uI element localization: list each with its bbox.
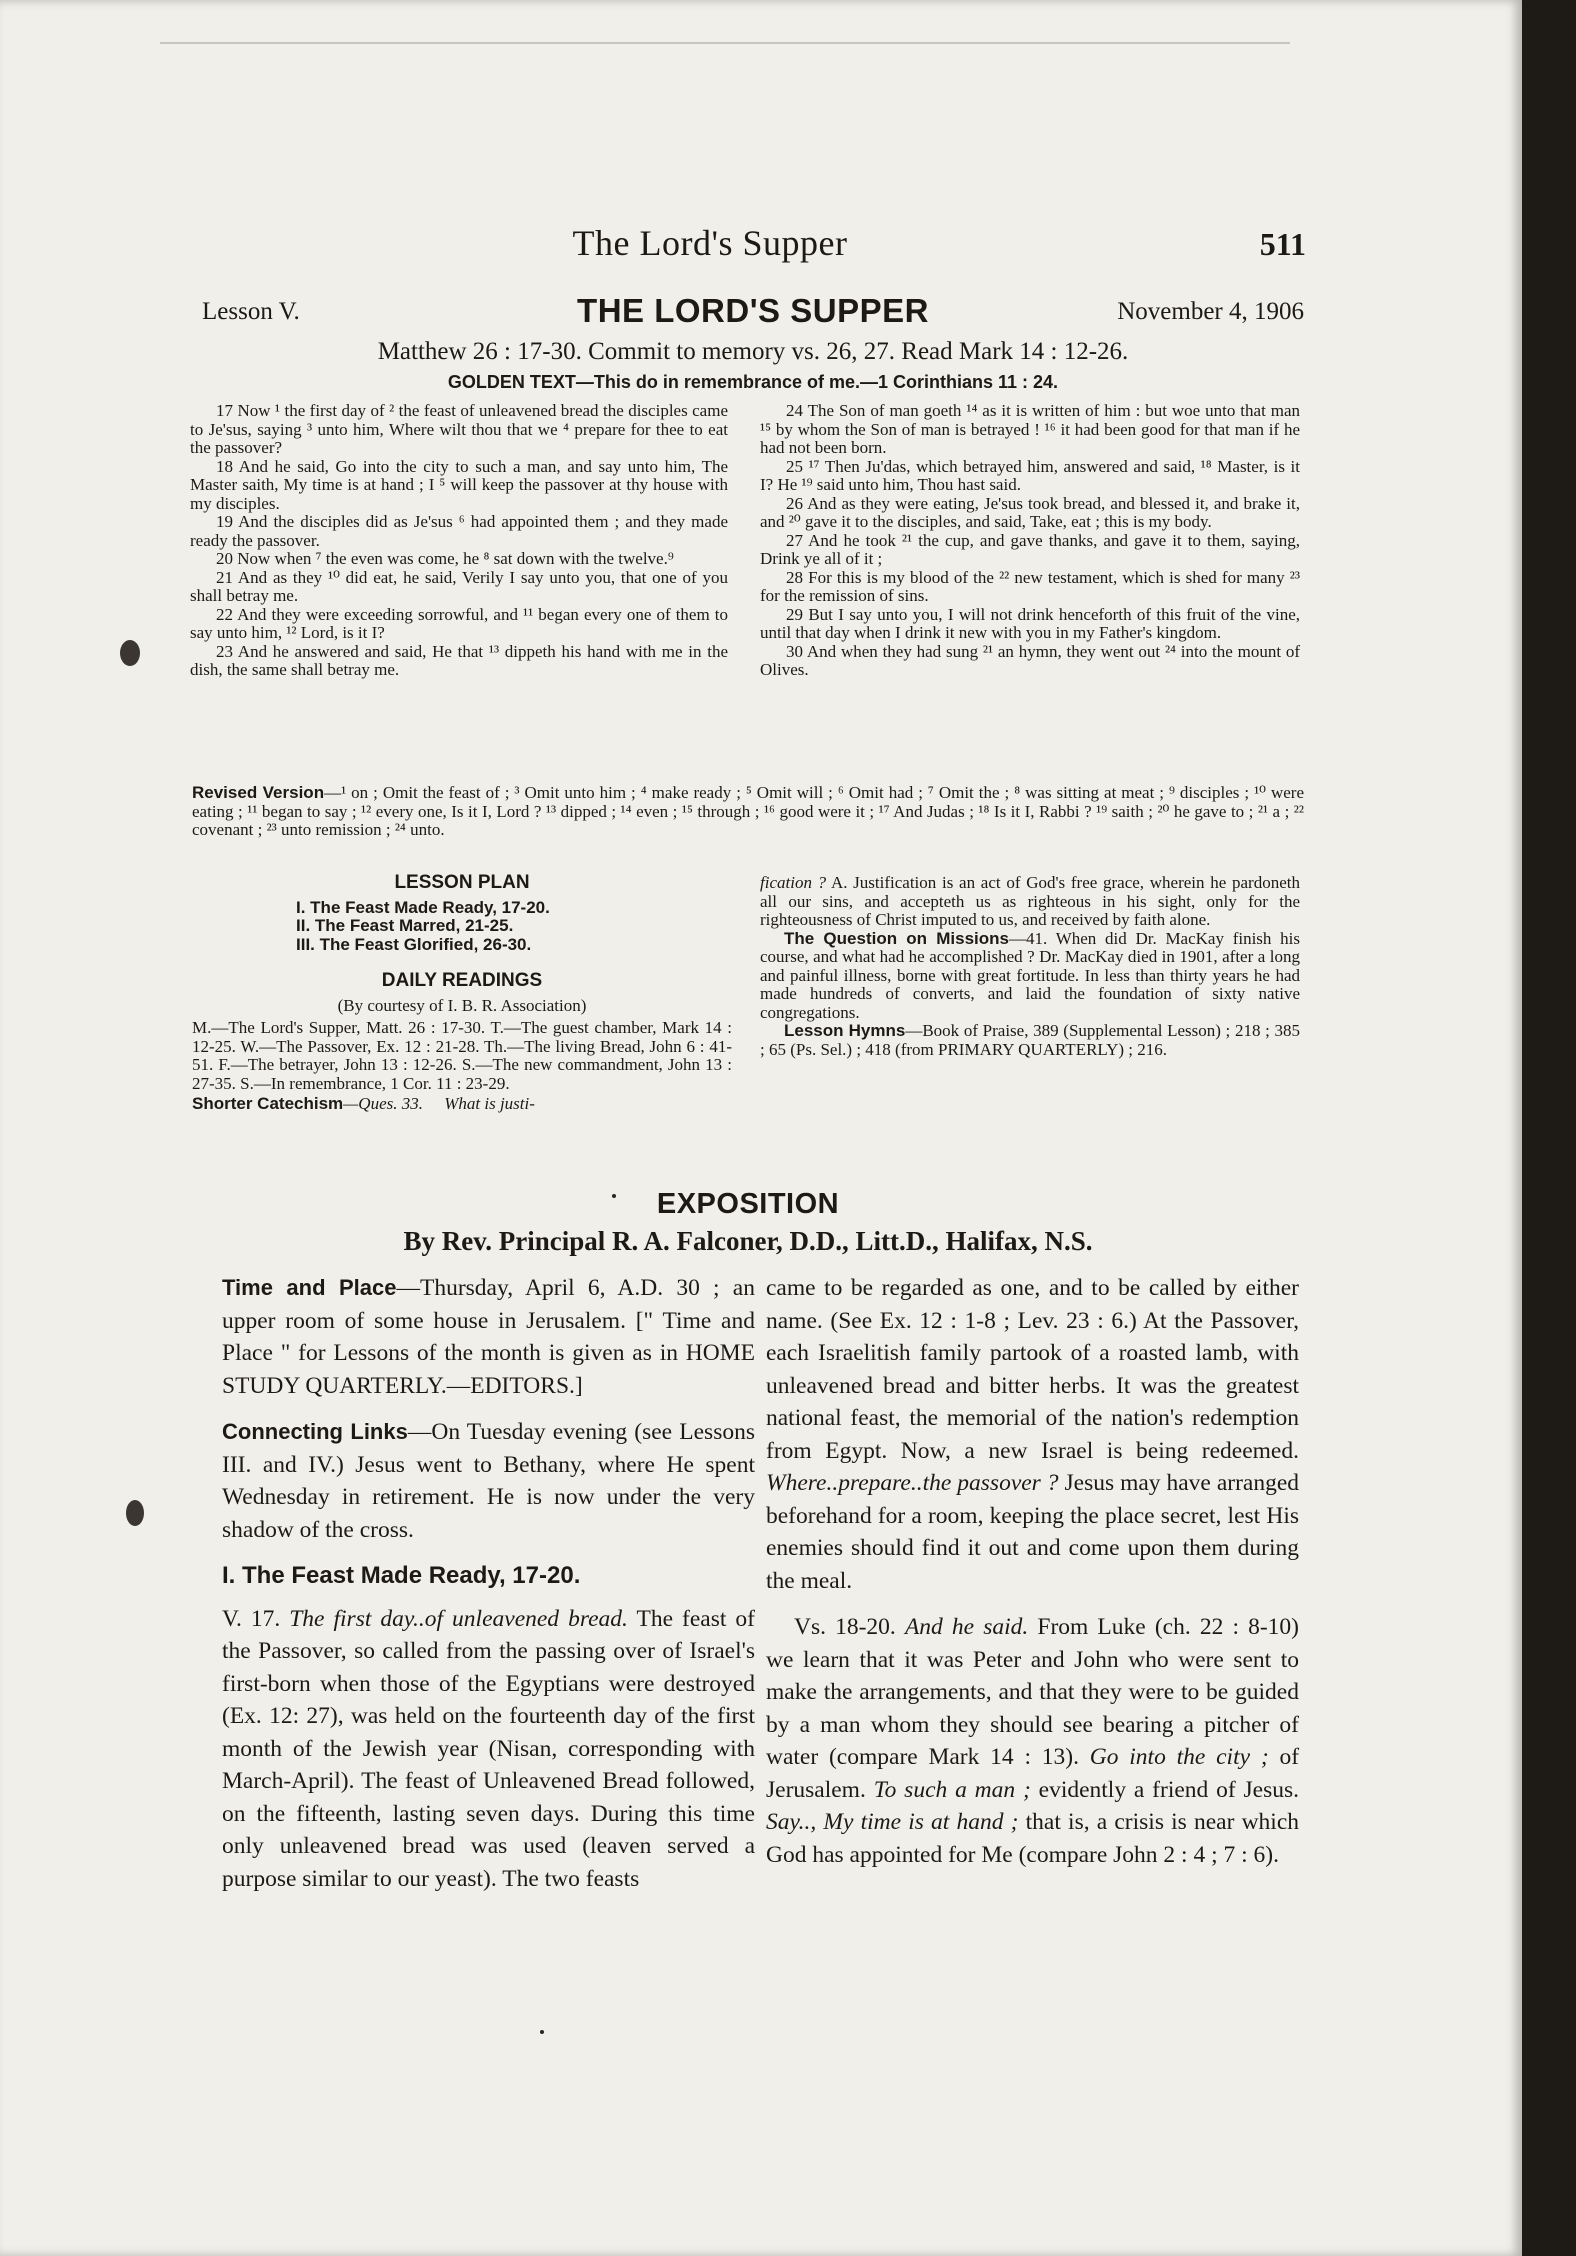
catechism-label: Shorter Catechism — [192, 1094, 344, 1113]
running-title: The Lord's Supper — [572, 223, 848, 263]
exposition-heading: EXPOSITION — [656, 1188, 840, 1220]
lesson-plan-item: I. The Feast Made Ready, 17-20. — [296, 897, 550, 917]
verse: 21 And as they ¹⁰ did eat, he said, Verily I say unto you, that one of you shall betray me. — [190, 567, 728, 605]
revised-version-notes — [192, 784, 1304, 840]
verse: 25 ¹⁷ Then Ju'das, which betrayed him, answered and said, ¹⁸ Master, is it I? He ¹⁹ said unto him, Thou hast said. — [760, 456, 1300, 494]
catechism-ques: —Ques. 33. — [343, 1094, 423, 1113]
verses-18-20-comment — [766, 1611, 1299, 1871]
lesson-hymns — [760, 1022, 1300, 1059]
page-number: 511 — [1259, 226, 1306, 262]
lesson-title: THE LORD'S SUPPER — [577, 292, 929, 329]
lesson-plan-item: III. The Feast Glorified, 26-30. — [296, 934, 532, 954]
verse: 27 And he took ²¹ the cup, and gave thanks, and gave it to them, saying, Drink ye all of it ; — [760, 530, 1300, 568]
catechism-answer — [760, 874, 1300, 930]
verse-17-comment — [222, 1603, 755, 1896]
right-p1: came to be regarded as one, and to be called by either name. (See Ex. 12 : 1-8 ; Lev. 23 : 6.) At the Passover, each Israelitish family partook of a roasted lamb, with unleavened bread and bitter herbs. It was the greatest national feast, the memorial of the nation's redemption from Egypt. Now, a new Israel is being redeemed. — [766, 1275, 1299, 1464]
time-text: —Thursday, April 6, A.D. 30 ; an upper room of some house in Jerusalem. [" Time and Place " for Lessons of the month is given as in HOME STUDY QUARTERLY.—EDITORS.] — [222, 1275, 755, 1399]
vs18-italic: And he said. — [904, 1614, 1029, 1640]
top-rule — [160, 42, 1290, 44]
vs18-italic4: Say.., My time is at hand ; — [766, 1809, 1019, 1835]
scripture-reference: Matthew 26 : 17-30. Commit to memory vs. 26, 27. Read Mark 14 : 12-26. — [377, 338, 1129, 365]
verse: 30 And when they had sung ²¹ an hymn, they went out ²⁴ into the mount of Olives. — [760, 641, 1300, 679]
time-label: Time and Place — [222, 1275, 397, 1300]
exposition-byline: By Rev. Principal R. A. Falconer, D.D., Litt.D., Halifax, N.S. — [403, 1226, 1093, 1256]
lesson-number: Lesson V. — [202, 298, 300, 325]
revised-version-label: Revised Version — [192, 783, 325, 802]
vs18-text3: evidently a friend of Jesus. — [1038, 1776, 1300, 1803]
section-heading: I. The Feast Made Ready, 17-20. — [222, 1562, 581, 1589]
daily-readings-heading: DAILY READINGS — [381, 970, 543, 991]
helps-left-column — [192, 874, 732, 1114]
lesson-title-line — [202, 292, 1304, 332]
vs18-ref: Vs. 18-20. — [794, 1614, 896, 1640]
vs18-text2: of Jerusalem. — [766, 1744, 1300, 1803]
hymns-text: —Book of Praise, 389 (Supplemental Lesson) ; 218 ; 385 ; 65 (Ps. Sel.) ; 418 (from PRIMARY QUARTERLY) ; 216. — [760, 1021, 1300, 1059]
v17-ref: V. 17. — [222, 1605, 281, 1632]
time-and-place — [222, 1272, 755, 1402]
links-label: Connecting Links — [222, 1419, 408, 1444]
lesson-plan-heading: LESSON PLAN — [394, 872, 530, 893]
scripture-right-column — [760, 402, 1300, 680]
verse: 26 And as they were eating, Je'sus took bread, and blessed it, and brake it, and ²⁰ gave it to the disciples, and said, Take, eat ; this is my body. — [760, 493, 1300, 531]
vs18-italic2: Go into the city ; — [1089, 1744, 1269, 1770]
verse: 22 And they were exceeding sorrowful, and ¹¹ began every one of them to say unto him, ¹² Lord, is it I? — [190, 604, 728, 642]
golden-text: GOLDEN TEXT—This do in remembrance of me.—1 Corinthians 11 : 24. — [447, 372, 1059, 392]
v17-italic: The first day..of unleavened bread. — [289, 1605, 628, 1632]
missions-text: —41. When did Dr. MacKay finish his course, and what had he accomplished ? Dr. MacKay died in 1901, after a long and painful illness, borne with great fortitude. In less than thirty years he had made hundreds of converts, and laid the foundation of sixty native congregations. — [760, 928, 1300, 1022]
missions-question — [760, 930, 1300, 1023]
verse: 20 Now when ⁷ the even was come, he ⁸ sat down with the twelve.⁹ — [216, 549, 674, 568]
daily-readings-courtesy: (By courtesy of I. B. R. Association) — [337, 995, 587, 1015]
lesson-plan-item: II. The Feast Marred, 21-25. — [296, 916, 514, 935]
vs18-text4: that is, a crisis is near which God has appointed for Me (compare John 2 : 4 ; 7 : 6). — [766, 1809, 1299, 1868]
revised-version-text: —¹ on ; Omit the feast of ; ³ Omit unto him ; ⁴ make ready ; ⁵ Omit will ; ⁶ Omit had ; ⁷ Omit the ; ⁸ was sitting at meat ; ⁹ disciples ; ¹⁰ were eating ; ¹¹ began to say ; ¹² every one, Is it I, Lord ? ¹³ dipped ; ¹⁴ even ; ¹⁵ through ; ¹⁶ good were it ; ¹⁷ And Judas ; ¹⁸ Is it I, Rabbi ? ¹⁹ saith ; ²⁰ he gave to ; ²¹ a ; ²² covenant ; ²³ unto remission ; ²⁴ unto. — [192, 783, 1304, 839]
decorative-dot — [540, 2030, 544, 2034]
links-text: —On Tuesday evening (see Lessons III. and IV.) Jesus went to Bethany, where He spent Wednesday in retirement. He is now under the very shadow of the cross. — [222, 1419, 755, 1543]
verse: 19 And the disciples did as Je'sus ⁶ had appointed them ; and they made ready the passover. — [190, 512, 728, 550]
connecting-links — [222, 1416, 755, 1546]
helps-right-column — [760, 874, 1300, 1059]
vs18-text: From Luke (ch. 22 : 8-10) we learn that it was Peter and John who were sent to make the arrangements, and that they were to be guided by a man whom they should see bearing a pitcher of water (compare Mark 14 : 13). — [766, 1614, 1299, 1770]
lesson-date: November 4, 1906 — [1117, 298, 1304, 325]
scripture-left-column — [190, 402, 728, 680]
hymns-label: Lesson Hymns — [784, 1021, 906, 1040]
verse: 24 The Son of man goeth ¹⁴ as it is written of him : but woe unto that man ¹⁵ by whom the Son of man is betrayed ! ¹⁶ it had been good for that man if he had not been born. — [760, 401, 1300, 457]
verse: 28 For this is my blood of the ²² new testament, which is shed for many ²³ for the remission of sins. — [760, 567, 1300, 605]
missions-label: The Question on Missions — [784, 928, 1010, 948]
binding-hole-mark — [120, 640, 140, 666]
exposition-right-column — [766, 1272, 1299, 1885]
catechism-question-end: fication ? — [760, 873, 827, 892]
verse: 17 Now ¹ the first day of ² the feast of unleavened bread the disciples came to Je'sus, saying ³ unto him, Where wilt thou that we ⁴ prepare for thee to eat the passover? — [190, 401, 728, 457]
catechism-question-start: What is justi- — [444, 1094, 535, 1113]
v17-text: The feast of the Passover, so called from the passing over of Israel's first-born when those of the Egyptians were destroyed (Ex. 12: 27), was held on the fourteenth day of the first month of the Jewish year (Nisan, corresponding with March-April). The feast of Unleavened Bread followed, on the fifteenth, lasting seven days. During this time only unleavened bread was used (leaven served a purpose similar to our yeast). The two feasts — [222, 1605, 755, 1892]
right-p1-end: Jesus may have arranged beforehand for a room, keeping the place secret, lest His enemies should find it out and come upon them during the meal. — [766, 1470, 1300, 1594]
exposition-left-column — [222, 1272, 755, 1909]
verse: 23 And he answered and said, He that ¹³ dippeth his hand with me in the dish, the same shall betray me. — [190, 641, 728, 679]
shorter-catechism — [192, 1095, 732, 1114]
right-p1-italic: Where..prepare..the passover ? — [766, 1470, 1059, 1496]
vs18-italic3: To such a man ; — [873, 1776, 1031, 1803]
passover-comment — [766, 1272, 1299, 1597]
verse: 29 But I say unto you, I will not drink henceforth of this fruit of the vine, until that day when I drink it new with you in my Father's kingdom. — [760, 604, 1300, 642]
catechism-answer-text: A. Justification is an act of God's free grace, wherein he pardoneth all our sins, and accepteth us as righteous in his sight, only for the righteousness of Christ imputed to us, and received by faith alone. — [760, 873, 1300, 929]
daily-readings-text: M.—The Lord's Supper, Matt. 26 : 17-30. T.—The guest chamber, Mark 14 : 12-25. W.—The Passover, Ex. 12 : 21-28. Th.—The living Bread, John 6 : 41-51. F.—The betrayer, John 13 : 12-26. S.—The new commandment, John 13 : 27-35. S.—In remembrance, 1 Cor. 11 : 23-29. — [192, 1018, 732, 1093]
verse: 18 And he said, Go into the city to such a man, and say unto him, The Master saith, My time is at hand ; I ⁵ will keep the passover at thy house with my disciples. — [190, 456, 728, 513]
binding-hole-mark — [126, 1500, 144, 1526]
